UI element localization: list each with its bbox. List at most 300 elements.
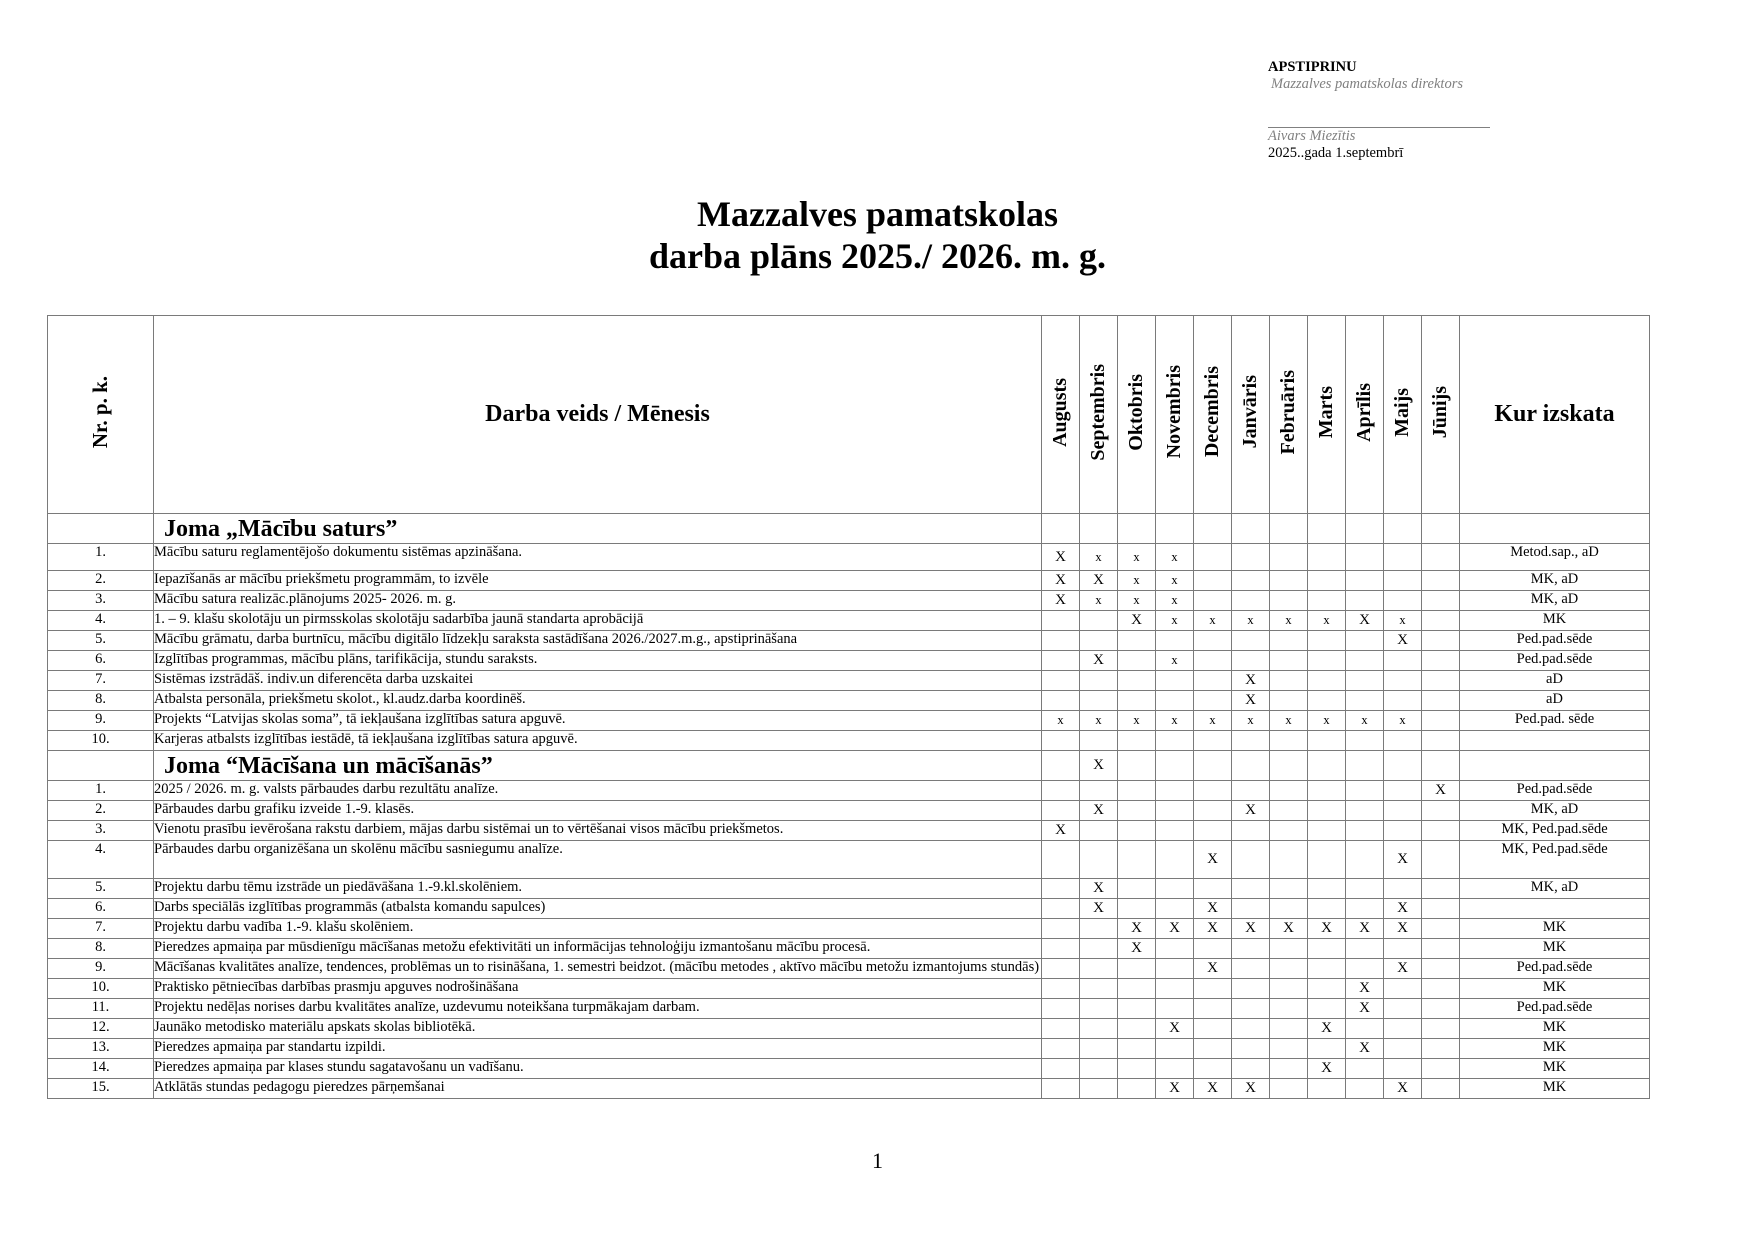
month-mark xyxy=(1156,514,1194,544)
where-cell xyxy=(1460,514,1650,544)
month-mark xyxy=(1118,591,1156,611)
where-cell: MK, Ped.pad.sēde xyxy=(1460,841,1650,879)
month-mark xyxy=(1080,919,1118,939)
month-mark xyxy=(1042,631,1080,651)
month-mark xyxy=(1156,651,1194,671)
month-label: Janvāris xyxy=(1239,375,1261,449)
activity-text: Mācību grāmatu, darba burtnīcu, mācību digitālo līdzekļu saraksta sastādīšana 2026./2027.m.g., apstiprināšana xyxy=(154,631,1042,651)
month-mark xyxy=(1308,919,1346,939)
month-mark xyxy=(1080,544,1118,571)
month-mark xyxy=(1384,591,1422,611)
table-row xyxy=(48,1059,1650,1079)
month-mark xyxy=(1232,691,1270,711)
row-number: 12. xyxy=(48,1019,154,1039)
month-label: Marts xyxy=(1315,385,1337,439)
table-row xyxy=(48,651,1650,671)
mark-value: X xyxy=(1321,1020,1332,1036)
month-mark xyxy=(1422,1019,1460,1039)
row-number: 6. xyxy=(48,899,154,919)
mark-value: X xyxy=(1397,960,1408,976)
month-mark xyxy=(1194,611,1232,631)
month-mark xyxy=(1194,711,1232,731)
month-mark xyxy=(1156,731,1194,751)
month-mark xyxy=(1118,514,1156,544)
month-mark xyxy=(1384,611,1422,631)
row-number: 13. xyxy=(48,1039,154,1059)
month-mark xyxy=(1232,591,1270,611)
month-mark xyxy=(1080,979,1118,999)
month-mark xyxy=(1118,999,1156,1019)
month-mark xyxy=(1232,611,1270,631)
month-mark xyxy=(1308,691,1346,711)
month-mark xyxy=(1270,781,1308,801)
month-mark xyxy=(1118,1019,1156,1039)
mark-value: X xyxy=(1093,802,1104,818)
section-title: Joma “Mācīšana un mācīšanās” xyxy=(154,751,1042,781)
approval-role: Mazzalves pamatskolas direktors xyxy=(1271,76,1463,92)
month-label: Novembris xyxy=(1163,365,1185,459)
where-cell: MK xyxy=(1460,1059,1650,1079)
month-mark xyxy=(1384,1079,1422,1099)
row-number: 8. xyxy=(48,939,154,959)
mark-value: X xyxy=(1093,572,1104,588)
mark-value: x xyxy=(1285,713,1292,727)
month-mark xyxy=(1422,631,1460,651)
month-mark xyxy=(1422,751,1460,781)
month-mark xyxy=(1384,939,1422,959)
month-mark xyxy=(1042,919,1080,939)
month-mark xyxy=(1042,514,1080,544)
mark-value: X xyxy=(1169,1020,1180,1036)
month-mark xyxy=(1194,591,1232,611)
month-mark xyxy=(1156,591,1194,611)
section-nr-cell xyxy=(48,514,154,544)
month-label: Jūnijs xyxy=(1429,385,1451,439)
table-row xyxy=(48,591,1650,611)
month-mark xyxy=(1194,821,1232,841)
row-number: 4. xyxy=(48,841,154,879)
month-label: Augusts xyxy=(1049,377,1071,447)
where-cell: MK xyxy=(1460,939,1650,959)
activity-text: Darbs speciālās izglītības programmās (atbalsta komandu sapulces) xyxy=(154,899,1042,919)
month-mark xyxy=(1270,611,1308,631)
month-mark xyxy=(1346,544,1384,571)
month-mark xyxy=(1346,801,1384,821)
mark-value: X xyxy=(1207,960,1218,976)
mark-value: X xyxy=(1131,940,1142,956)
month-mark xyxy=(1080,821,1118,841)
month-mark xyxy=(1042,939,1080,959)
month-mark xyxy=(1308,571,1346,591)
month-mark xyxy=(1118,671,1156,691)
month-mark xyxy=(1194,841,1232,879)
mark-value: X xyxy=(1245,692,1256,708)
section-title: Joma „Mācību saturs” xyxy=(154,514,1042,544)
month-mark xyxy=(1042,751,1080,781)
mark-value: x xyxy=(1323,613,1330,627)
month-mark xyxy=(1156,1019,1194,1039)
month-mark xyxy=(1156,781,1194,801)
where-cell: MK xyxy=(1460,1079,1650,1099)
row-number: 2. xyxy=(48,571,154,591)
month-mark xyxy=(1270,544,1308,571)
month-mark xyxy=(1118,899,1156,919)
row-number: 5. xyxy=(48,631,154,651)
mark-value: X xyxy=(1131,612,1142,628)
month-mark xyxy=(1270,821,1308,841)
month-mark xyxy=(1384,999,1422,1019)
mark-value: x xyxy=(1171,613,1178,627)
mark-value: X xyxy=(1207,920,1218,936)
mark-value: X xyxy=(1093,880,1104,896)
table-row xyxy=(48,1079,1650,1099)
month-mark xyxy=(1042,611,1080,631)
mark-value: X xyxy=(1055,548,1066,565)
month-mark xyxy=(1346,1079,1384,1099)
month-mark xyxy=(1422,999,1460,1019)
month-mark xyxy=(1232,801,1270,821)
month-mark xyxy=(1156,899,1194,919)
month-mark xyxy=(1422,899,1460,919)
activity-text: Pārbaudes darbu grafiku izveide 1.-9. klasēs. xyxy=(154,801,1042,821)
month-mark xyxy=(1042,959,1080,979)
month-mark xyxy=(1232,631,1270,651)
month-mark: X xyxy=(1080,751,1118,781)
month-mark xyxy=(1346,711,1384,731)
mark-value: X xyxy=(1093,900,1104,916)
month-mark xyxy=(1270,631,1308,651)
month-mark xyxy=(1270,919,1308,939)
month-mark xyxy=(1270,939,1308,959)
month-mark xyxy=(1270,651,1308,671)
month-mark xyxy=(1346,899,1384,919)
month-mark xyxy=(1232,651,1270,671)
month-mark xyxy=(1346,781,1384,801)
month-mark xyxy=(1156,1079,1194,1099)
table-row xyxy=(48,999,1650,1019)
month-mark xyxy=(1384,841,1422,879)
month-mark xyxy=(1156,1039,1194,1059)
month-mark xyxy=(1194,1039,1232,1059)
where-cell: Metod.sap., aD xyxy=(1460,544,1650,571)
row-number: 1. xyxy=(48,544,154,571)
mark-value: x xyxy=(1171,593,1178,607)
mark-value: X xyxy=(1397,900,1408,916)
table-row xyxy=(48,671,1650,691)
table-row xyxy=(48,711,1650,731)
activity-text: Mācīšanas kvalitātes analīze, tendences, problēmas un to risināšana, 1. semestri beidzot. (mācību metodes , aktīvo mācību metožu izmantojums stundās) xyxy=(154,959,1042,979)
month-mark xyxy=(1194,514,1232,544)
month-mark xyxy=(1346,841,1384,879)
table-row xyxy=(48,939,1650,959)
month-mark xyxy=(1308,959,1346,979)
month-mark xyxy=(1384,711,1422,731)
month-mark xyxy=(1156,821,1194,841)
where-cell: MK, aD xyxy=(1460,571,1650,591)
month-mark xyxy=(1080,841,1118,879)
document-title-line1: Mazzalves pamatskolas xyxy=(697,194,1058,234)
month-mark xyxy=(1270,801,1308,821)
month-mark xyxy=(1308,999,1346,1019)
table-row xyxy=(48,1039,1650,1059)
month-label: Maijs xyxy=(1391,387,1413,437)
month-mark xyxy=(1080,939,1118,959)
mark-value: x xyxy=(1285,613,1292,627)
where-cell: MK xyxy=(1460,919,1650,939)
where-cell: MK xyxy=(1460,979,1650,999)
month-mark xyxy=(1422,544,1460,571)
activity-text: Mācību satura realizāc.plānojums 2025- 2026. m. g. xyxy=(154,591,1042,611)
month-mark xyxy=(1422,781,1460,801)
row-number: 9. xyxy=(48,959,154,979)
month-mark xyxy=(1308,651,1346,671)
row-number: 10. xyxy=(48,731,154,751)
month-mark xyxy=(1232,919,1270,939)
month-mark xyxy=(1346,731,1384,751)
month-mark xyxy=(1384,651,1422,671)
where-cell: MK xyxy=(1460,611,1650,631)
month-mark xyxy=(1384,631,1422,651)
table-row xyxy=(48,979,1650,999)
activity-text: Izglītības programmas, mācību plāns, tarifikācija, stundu saraksts. xyxy=(154,651,1042,671)
month-mark xyxy=(1118,611,1156,631)
month-mark xyxy=(1042,691,1080,711)
month-mark xyxy=(1042,821,1080,841)
header-month xyxy=(1080,316,1118,514)
month-mark xyxy=(1308,731,1346,751)
month-mark xyxy=(1384,514,1422,544)
activity-text: Jaunāko metodisko materiālu apskats skolas bibliotēkā. xyxy=(154,1019,1042,1039)
mark-value: X xyxy=(1359,1000,1370,1016)
month-mark xyxy=(1156,691,1194,711)
month-mark xyxy=(1080,1079,1118,1099)
mark-value: X xyxy=(1207,851,1218,867)
month-mark xyxy=(1422,514,1460,544)
header-month xyxy=(1194,316,1232,514)
mark-value: X xyxy=(1245,672,1256,688)
month-mark xyxy=(1270,959,1308,979)
month-mark xyxy=(1156,999,1194,1019)
month-mark xyxy=(1042,731,1080,751)
month-mark xyxy=(1232,1059,1270,1079)
table-row xyxy=(48,801,1650,821)
month-mark xyxy=(1042,1079,1080,1099)
table-row xyxy=(48,781,1650,801)
month-mark xyxy=(1194,731,1232,751)
approval-name: Aivars Miezītis xyxy=(1268,128,1356,144)
month-mark xyxy=(1042,544,1080,571)
mark-value: x xyxy=(1133,713,1140,727)
month-mark xyxy=(1194,939,1232,959)
where-cell: MK, aD xyxy=(1460,801,1650,821)
month-mark xyxy=(1308,979,1346,999)
month-mark xyxy=(1118,1079,1156,1099)
month-mark xyxy=(1422,959,1460,979)
row-number: 7. xyxy=(48,671,154,691)
activity-text: Projektu nedēļas norises darbu kvalitātes analīze, uzdevumu noteikšana turpmākajam darbam. xyxy=(154,999,1042,1019)
month-mark xyxy=(1422,691,1460,711)
mark-value: X xyxy=(1131,920,1142,936)
header-month xyxy=(1346,316,1384,514)
mark-value: X xyxy=(1359,612,1370,628)
month-mark xyxy=(1232,1039,1270,1059)
month-label: Septembris xyxy=(1087,363,1109,461)
mark-value: X xyxy=(1283,920,1294,936)
activity-text: Pieredzes apmaiņa par mūsdienīgu mācīšanas metožu efektivitāti un informācijas tehnoloģiju izmantošanu mācību procesā. xyxy=(154,939,1042,959)
activity-text: Praktisko pētniecības darbības prasmju apguves nodrošināšana xyxy=(154,979,1042,999)
mark-value: X xyxy=(1207,900,1218,916)
month-mark xyxy=(1194,1059,1232,1079)
month-mark xyxy=(1042,899,1080,919)
month-mark xyxy=(1270,751,1308,781)
month-mark xyxy=(1042,999,1080,1019)
month-mark xyxy=(1194,544,1232,571)
where-cell: Ped.pad.sēde xyxy=(1460,781,1650,801)
month-mark xyxy=(1118,651,1156,671)
month-mark xyxy=(1156,571,1194,591)
where-cell: MK, Ped.pad.sēde xyxy=(1460,821,1650,841)
month-mark xyxy=(1118,731,1156,751)
month-mark xyxy=(1156,631,1194,651)
month-mark xyxy=(1308,1019,1346,1039)
where-cell xyxy=(1460,899,1650,919)
where-cell: aD xyxy=(1460,671,1650,691)
month-mark xyxy=(1422,711,1460,731)
month-mark xyxy=(1422,979,1460,999)
mark-value: X xyxy=(1055,572,1066,588)
month-mark xyxy=(1232,711,1270,731)
mark-value: x xyxy=(1323,713,1330,727)
month-mark xyxy=(1308,591,1346,611)
month-mark xyxy=(1308,939,1346,959)
month-mark xyxy=(1308,631,1346,651)
mark-value: X xyxy=(1397,1080,1408,1096)
month-mark xyxy=(1080,1039,1118,1059)
month-mark xyxy=(1232,841,1270,879)
month-mark xyxy=(1384,731,1422,751)
month-mark xyxy=(1346,999,1384,1019)
month-mark xyxy=(1042,591,1080,611)
month-mark xyxy=(1346,671,1384,691)
month-mark xyxy=(1118,979,1156,999)
header-month xyxy=(1384,316,1422,514)
mark-value: X xyxy=(1397,632,1408,648)
month-mark xyxy=(1042,711,1080,731)
month-mark xyxy=(1156,671,1194,691)
row-number: 1. xyxy=(48,781,154,801)
month-mark xyxy=(1270,691,1308,711)
mark-value: X xyxy=(1169,920,1180,936)
mark-value: x xyxy=(1095,549,1102,564)
month-mark xyxy=(1270,731,1308,751)
mark-value: x xyxy=(1247,613,1254,627)
month-mark xyxy=(1118,879,1156,899)
month-mark xyxy=(1118,821,1156,841)
mark-value: X xyxy=(1359,1040,1370,1056)
document-title xyxy=(0,193,1755,277)
mark-value: X xyxy=(1207,1080,1218,1096)
mark-value: X xyxy=(1321,920,1332,936)
approval-date: 2025..gada 1.septembrī xyxy=(1268,145,1404,161)
month-mark xyxy=(1384,919,1422,939)
month-mark xyxy=(1346,631,1384,651)
where-cell: MK, aD xyxy=(1460,591,1650,611)
header-month xyxy=(1156,316,1194,514)
mark-value: X xyxy=(1435,782,1446,798)
month-mark xyxy=(1194,1079,1232,1099)
mark-value: x xyxy=(1209,713,1216,727)
month-label: Decembris xyxy=(1201,366,1223,458)
month-mark xyxy=(1384,899,1422,919)
activity-text: Pieredzes apmaiņa par standartu izpildi. xyxy=(154,1039,1042,1059)
table-row xyxy=(48,631,1650,651)
month-mark xyxy=(1384,544,1422,571)
mark-value: X xyxy=(1359,980,1370,996)
header-month xyxy=(1270,316,1308,514)
month-mark xyxy=(1156,879,1194,899)
month-mark xyxy=(1080,691,1118,711)
month-mark xyxy=(1080,879,1118,899)
month-mark xyxy=(1308,899,1346,919)
month-mark xyxy=(1308,611,1346,631)
activity-text: Vienotu prasību ievērošana rakstu darbiem, mājas darbu sistēmai un to vērtēšanai visos mācību priekšmetos. xyxy=(154,821,1042,841)
row-number: 5. xyxy=(48,879,154,899)
month-mark xyxy=(1308,1079,1346,1099)
month-mark xyxy=(1270,1079,1308,1099)
month-mark xyxy=(1232,999,1270,1019)
mark-value: x xyxy=(1171,573,1178,587)
table-body xyxy=(48,514,1650,1099)
mark-value: x xyxy=(1133,593,1140,607)
month-mark xyxy=(1194,1019,1232,1039)
month-mark xyxy=(1308,821,1346,841)
mark-value: x xyxy=(1057,713,1064,727)
month-mark xyxy=(1156,939,1194,959)
mark-value: x xyxy=(1247,713,1254,727)
row-number: 14. xyxy=(48,1059,154,1079)
month-mark xyxy=(1194,801,1232,821)
activity-text: Sistēmas izstrādāš. indiv.un diferencēta darba uzskaitei xyxy=(154,671,1042,691)
month-mark xyxy=(1308,801,1346,821)
month-mark xyxy=(1270,514,1308,544)
month-mark xyxy=(1156,1059,1194,1079)
month-mark xyxy=(1232,879,1270,899)
mark-value: x xyxy=(1399,613,1406,627)
month-mark xyxy=(1080,1059,1118,1079)
month-mark xyxy=(1080,1019,1118,1039)
month-mark xyxy=(1194,919,1232,939)
month-mark xyxy=(1156,611,1194,631)
mark-value: X xyxy=(1055,592,1066,608)
month-mark xyxy=(1118,1059,1156,1079)
mark-value: x xyxy=(1209,613,1216,627)
month-mark xyxy=(1042,651,1080,671)
month-mark xyxy=(1194,899,1232,919)
month-mark xyxy=(1384,979,1422,999)
month-mark xyxy=(1156,959,1194,979)
mark-value: X xyxy=(1245,920,1256,936)
approval-title: APSTIPRINU xyxy=(1268,59,1357,75)
month-mark xyxy=(1422,571,1460,591)
activity-text: Projekts “Latvijas skolas soma”, tā iekļaušana izglītības satura apguvē. xyxy=(154,711,1042,731)
header-nr xyxy=(48,316,154,514)
month-mark xyxy=(1308,841,1346,879)
header-activity xyxy=(154,316,1042,514)
month-mark xyxy=(1080,514,1118,544)
mark-value: X xyxy=(1055,822,1066,838)
month-mark xyxy=(1384,571,1422,591)
month-mark xyxy=(1042,1059,1080,1079)
